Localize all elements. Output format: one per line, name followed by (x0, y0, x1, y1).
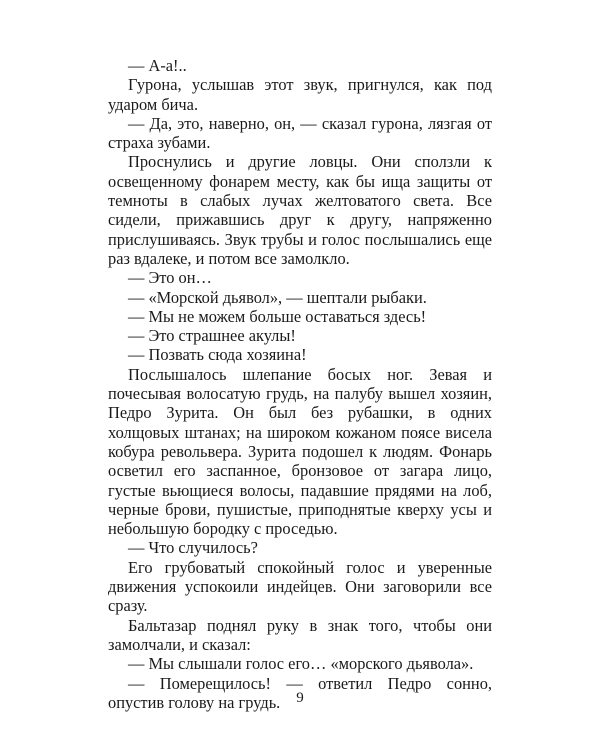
paragraph: — А-а!.. (128, 56, 187, 75)
paragraph: — «Морской дьявол», — шептали рыбаки. (128, 287, 427, 307)
paragraph: — Мы не можем больше оставаться здесь! (128, 306, 427, 326)
page-body (108, 56, 492, 712)
paragraph: — Померещилось! — ответил Педро сонно, опустив голову на грудь. (108, 673, 492, 712)
paragraph: Бальтазар поднял руку в знак того, чтобы они замолчали, и сказал: (108, 615, 492, 654)
paragraph: — Что случилось? (128, 538, 258, 558)
paragraph: — Позвать сюда хозяина! (128, 345, 307, 365)
paragraph: — Это он… (128, 268, 212, 288)
paragraph: Послышалось шлепание босых ног. Зевая и почесывая волосатую грудь, на палубу вышел хозяин, Педро Зурита. Он был без рубашки, в одних холщовых штанах; на широком кожаном поясе висела кобура револьвера. Зурита подошел к людям. Фонарь осветил его заспанное, бронзовое от загара лицо, густые вьющиеся волосы, падавшие прядями на лоб, черные брови, пушистые, приподнятые кверху усы и небольшую бородку с проседью. (108, 364, 492, 539)
paragraph: Его грубоватый спокойный голос и уверенные движения успокоили индейцев. Они заговорили все сразу. (108, 557, 492, 616)
paragraph: — Это страшнее акулы! (128, 326, 296, 346)
paragraph: — Мы слышали голос его… «морского дьявола». (128, 654, 474, 674)
paragraph: — Да, это, наверно, он, — сказал гурона, лязгая от страха зубами. (108, 113, 492, 153)
paragraph: Гурона, услышав этот звук, пригнулся, как под ударом бича. (108, 75, 492, 114)
paragraph: Проснулись и другие ловцы. Они сползли к освещенному фонарем месту, как бы ища защиты от темноты в слабых лучах желтоватого света. Все сидели, прижавшись друг к другу, напряженно прислушиваясь. Звук трубы и голос послышались еще раз вдалеке, и потом все замолкло. (108, 152, 492, 268)
page-number: 9 (296, 690, 304, 706)
